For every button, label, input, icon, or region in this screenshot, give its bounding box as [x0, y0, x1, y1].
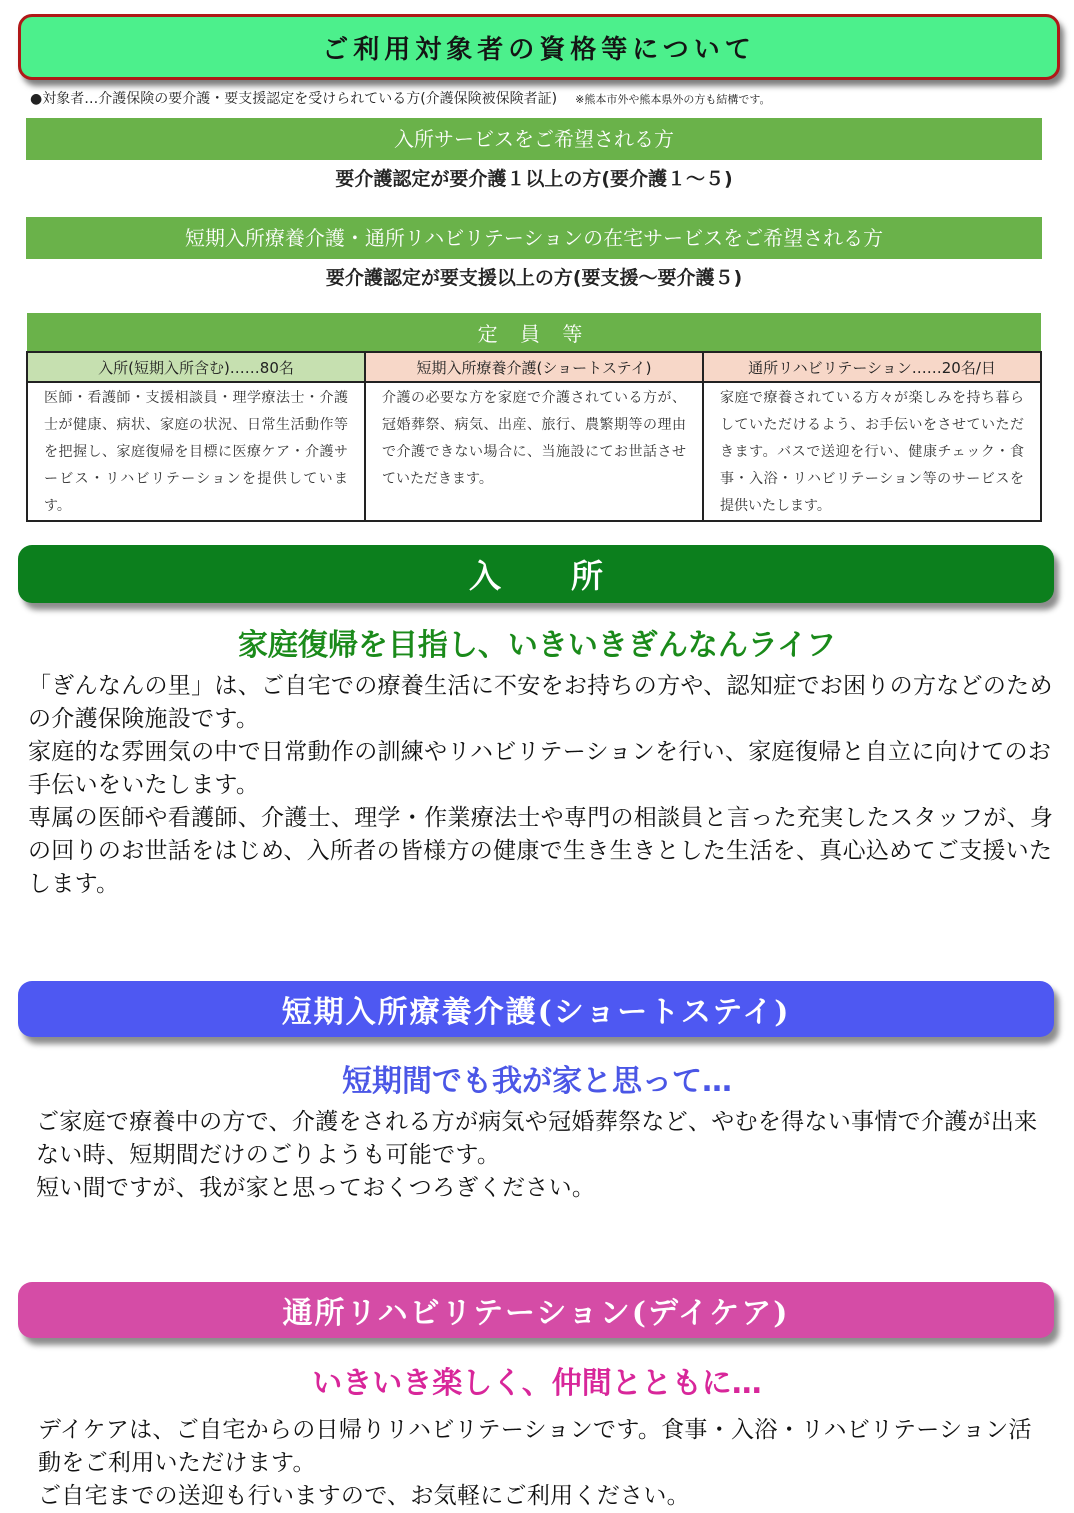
eligibility-note-main: ●対象者…介護保険の要介護・要支援認定を受けられている方(介護保険被保険者証): [30, 91, 558, 107]
group-heading-zaitaku: 短期入所療養介護・通所リハビリテーションの在宅サービスをご希望される方: [26, 217, 1042, 259]
day-care-tagline: いきいき楽しく、仲間とともに…: [312, 1366, 762, 1401]
nyusho-title-b: 所: [571, 557, 604, 595]
nyusho-tagline: 家庭復帰を目指し、いきいきぎんなんライフ: [237, 628, 837, 663]
nyusho-title-a: 入: [468, 557, 501, 595]
short-stay-section: [0, 1056, 1074, 1205]
capacity-body-short-stay: 介護の必要な方を家庭で介護されている方が、冠婚葬祭、病気、出産、旅行、農繁期等の理由で介護できない場合に、当施設にてお世話させていただきます。: [365, 382, 703, 521]
nyusho-section: [0, 620, 1074, 901]
short-stay-banner: [18, 981, 1054, 1037]
day-care-body: デイケアは、ご自宅からの日帰りリハビリテーションです。食事・入浴・リハビリテーション活動をご利用いただけます。 ご自宅までの送迎も行いますので、お気軽にご利用ください。: [38, 1417, 1032, 1509]
capacity-table: [26, 313, 1042, 522]
short-stay-tagline: 短期間でも我が家と思って…: [342, 1064, 732, 1099]
capacity-header-short-stay: 短期入所療養介護(ショートステイ): [365, 352, 703, 382]
eligibility-banner: [18, 14, 1060, 80]
eligibility-note-small: ※熊本市外や熊本県外の方も結構です。: [575, 93, 771, 106]
nyusho-body: 「ぎんなんの里」は、ご自宅での療養生活に不安をお持ちの方や、認知症でお困りの方などのための介護保険施設です。 家庭的な雰囲気の中で日常動作の訓練やリハビリテーションを行い、家庭復帰と自立に向けてのお手伝いをいたします。 専属の医師や看護師、介護士、理学・作業療法士や専門の相談員と言った充実したスタッフが、身の回りのお世話をはじめ、入所者の皆様方の健康で生き生きとした生活を、真心込めてご支援いたします。: [28, 673, 1054, 897]
eligibility-section: [26, 88, 1042, 297]
day-care-section: [0, 1358, 1074, 1513]
short-stay-body: ご家庭で療養中の方で、介護をされる方が病気や冠婚葬祭など、やむを得ない事情で介護が出来ない時、短期間だけのごりようも可能です。 短い間ですが、我が家と思っておくつろぎください。: [36, 1109, 1038, 1201]
day-care-banner: [18, 1282, 1054, 1338]
eligibility-note: [26, 88, 1042, 110]
short-stay-title: 短期入所療養介護(ショートステイ): [281, 995, 791, 1030]
group-heading-nyusho: 入所サービスをご希望される方: [26, 118, 1042, 160]
capacity-body-nyusho: 医師・看護師・支援相談員・理学療法士・介護士が健康、病状、家庭の状況、日常生活動作等を把握し、家庭復帰を目標に医療ケア・介護サービス・リハビリテーションを提供しています。: [27, 382, 365, 521]
capacity-header-day-care: 通所リハビリテーション……20名/日: [703, 352, 1041, 382]
capacity-header-nyusho: 入所(短期入所含む)……80名: [27, 352, 365, 382]
day-care-title: 通所リハビリテーション(デイケア): [282, 1296, 790, 1331]
capacity-title: 定 員 等: [27, 313, 1041, 352]
group-text-zaitaku: 要介護認定が要支援以上の方(要支援～要介護５): [325, 267, 743, 289]
group-text-nyusho: 要介護認定が要介護１以上の方(要介護１～５): [335, 168, 733, 190]
nyusho-banner: [18, 545, 1054, 603]
capacity-body-day-care: 家庭で療養されている方々が楽しみを持ち暮らしていただけるよう、お手伝いをさせていただきます。バスで送迎を行い、健康チェック・食事・入浴・リハビリテーション等のサービスを提供いたします。: [703, 382, 1041, 521]
eligibility-banner-title: ご利用対象者の資格等について: [322, 34, 756, 65]
